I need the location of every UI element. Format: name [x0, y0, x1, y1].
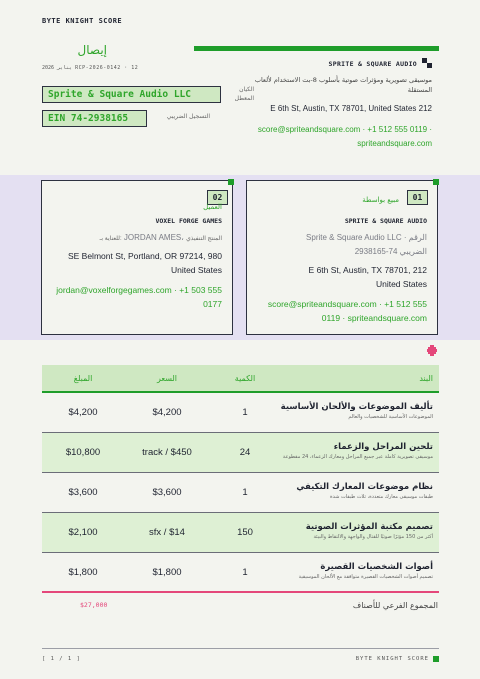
total-divider [42, 591, 439, 593]
item-title: تلحين المراحل والزعماء [333, 442, 433, 452]
cell-amount: $2,100 [68, 526, 98, 538]
logo-icon [422, 58, 432, 68]
table-row [42, 432, 439, 472]
legal-name-box: Sprite & Square Audio LLC [42, 86, 221, 103]
topbar-title: BYTE KNIGHT SCORE [42, 17, 123, 25]
card-address-line1: SE Belmont St, Portland, OR 97214, 980 [67, 251, 222, 261]
cell-amount: $4,200 [68, 406, 98, 418]
cell-price: $1,800 [152, 566, 182, 578]
seller-name: SPRITE & SQUARE AUDIO [328, 60, 417, 68]
seller-contact[interactable]: score@spriteandsquare.com · +1 512 555 0119 · spriteandsquare.com [257, 125, 432, 148]
item-description: طبقات موسيقى معارك متعددة، ثلاث طبقات شدة [329, 494, 433, 500]
card-contact[interactable]: score@spriteandsquare.com · +1 512 555 0119 · spriteandsquare.com [267, 299, 427, 323]
card-contact[interactable]: jordan@voxelforgegames.com · +1 503 555 0177 [56, 285, 222, 309]
card-role: العميل [203, 203, 222, 211]
cell-price: $4,200 [152, 406, 182, 418]
card-address-line1: E 6th St, Austin, TX 78701, 212 [308, 265, 427, 275]
card-number: 02 [207, 190, 228, 205]
pixel-heart-icon [427, 345, 437, 356]
buyer-card [41, 180, 233, 335]
subtotal-label: المجموع الفرعي للأصناف [352, 601, 438, 610]
cell-item [280, 392, 439, 432]
footer-square-icon [433, 656, 439, 662]
item-description: الموضوعات الأساسية للشخصيات والعالم [348, 414, 433, 421]
table-row [42, 472, 439, 512]
page-indicator: [ 1 / 1 ] [42, 656, 81, 662]
table-header-row [42, 365, 439, 392]
header-amount: المبلغ [42, 365, 124, 392]
card-party-name: VOXEL FORGE GAMES [155, 217, 222, 225]
cell-item [280, 472, 439, 512]
attn-label: للعناية بـ: [99, 236, 122, 242]
item-description: موسيقى تصويرية كاملة عبر جميع المراحل ومعارك الزعماء، 24 مقطوعة [282, 454, 433, 460]
attn-role: المنتج التنفيذي [186, 236, 222, 242]
seller-card [246, 180, 438, 335]
pixel-divider [42, 350, 425, 353]
cell-qty: 1 [242, 486, 248, 498]
card-legal-line: Sprite & Square Audio LLC · الرقم [306, 233, 427, 242]
item-description: تصميم أصوات الشخصيات القصيرة متوافقة مع الألحان الموسيقية [298, 574, 433, 580]
card-attention: للعناية بـ: JORDAN AMES، المنتج التنفيذي [99, 233, 222, 242]
card-tax-line: الضريبي 74-2938165 [354, 247, 427, 256]
cell-price: $3,600 [152, 486, 182, 498]
tax-id-box: EIN 74-2938165 [42, 110, 147, 127]
cell-qty: 150 [237, 526, 253, 538]
table-row [42, 552, 439, 592]
cell-amount: $3,600 [68, 486, 98, 498]
cell-price: sfx / $14 [149, 526, 185, 538]
card-number: 01 [407, 190, 428, 205]
cell-price: track / $450 [142, 446, 192, 458]
item-title: تأليف الموضوعات والألحان الأساسية [280, 402, 433, 413]
cell-item [280, 512, 439, 552]
line-items-table [42, 365, 439, 593]
item-title: نظام موضوعات المعارك التكيفي [296, 482, 433, 492]
card-corner-marker [228, 179, 234, 185]
table-row [42, 512, 439, 552]
header-price: السعر [124, 365, 210, 392]
invoice-title: إيصال [77, 43, 107, 57]
invoice-meta: 2026 يناير RCP-2026-0142 · 12 [42, 65, 139, 71]
header-qty: الكمية [210, 365, 280, 392]
header-item: البند [280, 365, 439, 392]
cell-item [280, 552, 439, 592]
cell-item [280, 432, 439, 472]
seller-address: E 6th St, Austin, TX 78701, United States 212 [270, 104, 432, 113]
cell-qty: 1 [242, 566, 248, 578]
cell-amount: $1,800 [68, 566, 98, 578]
tax-id-label: التسجيل الضريبي [166, 113, 210, 120]
dashed-divider [42, 163, 438, 167]
header-accent-bar [194, 46, 439, 51]
legal-name-label: الكيان المعطل [234, 86, 254, 102]
seller-tagline: موسيقى تصويرية ومؤثرات صوتية بأسلوب 8-بت الاستخدام لألعاب المستقلة [254, 76, 432, 94]
footer-divider [42, 648, 439, 649]
card-party-name: SPRITE & SQUARE AUDIO [344, 217, 427, 225]
card-corner-marker [433, 179, 439, 185]
item-title: أصوات الشخصيات القصيرة [320, 562, 433, 572]
item-title: تصميم مكتبة المؤثرات الصوتية [305, 522, 433, 532]
subtotal-value: $27,000 [80, 601, 108, 609]
item-description: أكثر من 150 مؤثرًا صوتيًا للقتال والواجهة والالتقاط والبيئة [313, 534, 433, 540]
card-role: مبيع بواسطة [362, 196, 399, 204]
cell-qty: 1 [242, 406, 248, 418]
footer-brand: BYTE KNIGHT SCORE [355, 656, 429, 662]
attn-name: JORDAN AMES [123, 233, 182, 242]
cell-amount: $10,800 [65, 446, 101, 458]
card-address-line2: United States [375, 279, 427, 289]
cell-qty: 24 [239, 446, 251, 458]
table-row [42, 392, 439, 432]
card-address-line2: United States [170, 265, 222, 275]
